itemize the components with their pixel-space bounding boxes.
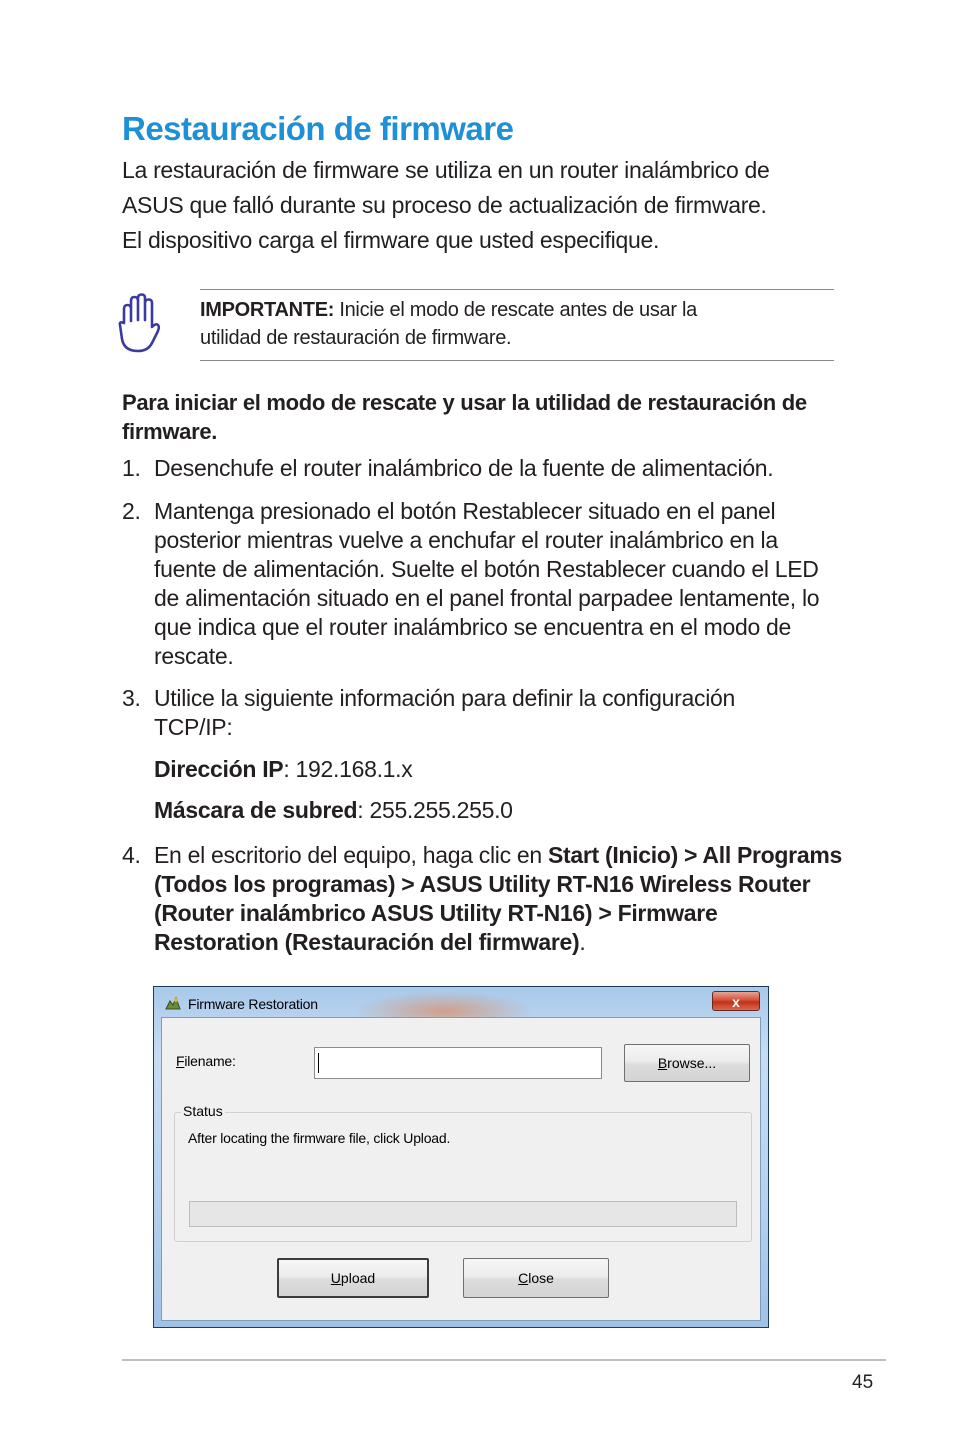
step-number: 1. — [122, 455, 141, 481]
important-note — [200, 296, 820, 352]
hand-icon — [116, 293, 162, 355]
page-number: 45 — [852, 1372, 874, 1393]
upload-label: pload — [340, 1270, 376, 1286]
ip-label: Dirección IP — [154, 756, 284, 782]
filename-label — [176, 1053, 236, 1069]
status-legend: Status — [183, 1103, 223, 1119]
step-item — [122, 684, 842, 742]
text-caret — [318, 1053, 319, 1073]
menu-path: Start (Inicio) > All Programs (Todos los programas) > ASUS Utility RT-N16 Wireless Router (Router inalámbrico ASUS Utility RT-N16) > Firmware Restoration (Restauración del firmware) — [154, 842, 842, 955]
upload-progress-bar — [189, 1201, 737, 1227]
step-text: Desenchufe el router inalámbrico de la fuente de alimentación. — [154, 455, 774, 481]
intro-line: El dispositivo carga el firmware que usted especifique. — [122, 227, 660, 253]
procedure-heading: Para iniciar el modo de rescate y usar la utilidad de restauración de firmware. — [122, 390, 807, 444]
browse-label: rowse... — [667, 1055, 717, 1071]
browse-button[interactable] — [624, 1044, 750, 1082]
browse-mnemonic: B — [657, 1055, 668, 1071]
footer-rule — [122, 1359, 886, 1361]
firmware-restoration-window — [153, 986, 769, 1328]
filename-input[interactable] — [314, 1047, 602, 1079]
filename-label-text: ilename: — [184, 1053, 236, 1069]
status-group — [174, 1103, 752, 1242]
intro-line: ASUS que falló durante su proceso de actualización de firmware. — [122, 192, 767, 218]
step-text: Mantenga presionado el botón Restablecer situado en el panel posterior mientras vuelve a enchufar el router inalámbrico en la fuente de alimentación. Suelte el botón Restablecer cuando el LED de alimentación situado en el panel frontal parpadee lentamente, lo que indica que el router inalámbrico se encuentra en el modo de rescate. — [154, 498, 820, 669]
note-text: Inicie el modo de rescate antes de usar la — [334, 299, 697, 321]
intro-paragraph — [122, 153, 842, 258]
window-close-button[interactable]: x — [712, 991, 760, 1011]
app-icon — [164, 995, 182, 1013]
note-label: IMPORTANTE: — [200, 299, 335, 321]
step-text: Utilice la siguiente información para definir la configuración TCP/IP: — [154, 685, 735, 740]
step-text-pre: En el escritorio del equipo, haga clic en — [154, 842, 548, 868]
step-text-post: . — [579, 929, 586, 955]
ip-address-line — [154, 756, 412, 783]
step-item — [122, 841, 842, 957]
mask-value: : 255.255.255.0 — [357, 797, 513, 823]
filename-label-mnemonic: F — [176, 1053, 185, 1069]
upload-mnemonic: U — [330, 1270, 341, 1286]
step-item — [122, 497, 842, 671]
page-title: Restauración de firmware — [122, 110, 514, 147]
step-number: 2. — [122, 498, 141, 524]
note-text: utilidad de restauración de firmware. — [200, 327, 512, 349]
intro-line: La restauración de firmware se utiliza en un router inalámbrico de — [122, 157, 770, 183]
step-text — [154, 841, 842, 957]
step-item — [122, 454, 842, 483]
step-number: 4. — [122, 842, 141, 868]
mask-label: Máscara de subred — [154, 797, 358, 823]
note-bottom-rule — [200, 360, 834, 361]
note-top-rule — [200, 289, 834, 290]
status-text: After locating the firmware file, click Upload. — [188, 1130, 451, 1146]
close-mnemonic: C — [518, 1270, 529, 1286]
ip-value: : 192.168.1.x — [283, 756, 413, 782]
subnet-mask-line — [154, 797, 513, 824]
close-label: lose — [528, 1270, 554, 1286]
window-title: Firmware Restoration — [188, 996, 318, 1012]
close-button[interactable] — [463, 1258, 609, 1298]
step-number: 3. — [122, 685, 141, 711]
dialog-client-area — [161, 1017, 761, 1321]
upload-button[interactable] — [277, 1258, 429, 1298]
